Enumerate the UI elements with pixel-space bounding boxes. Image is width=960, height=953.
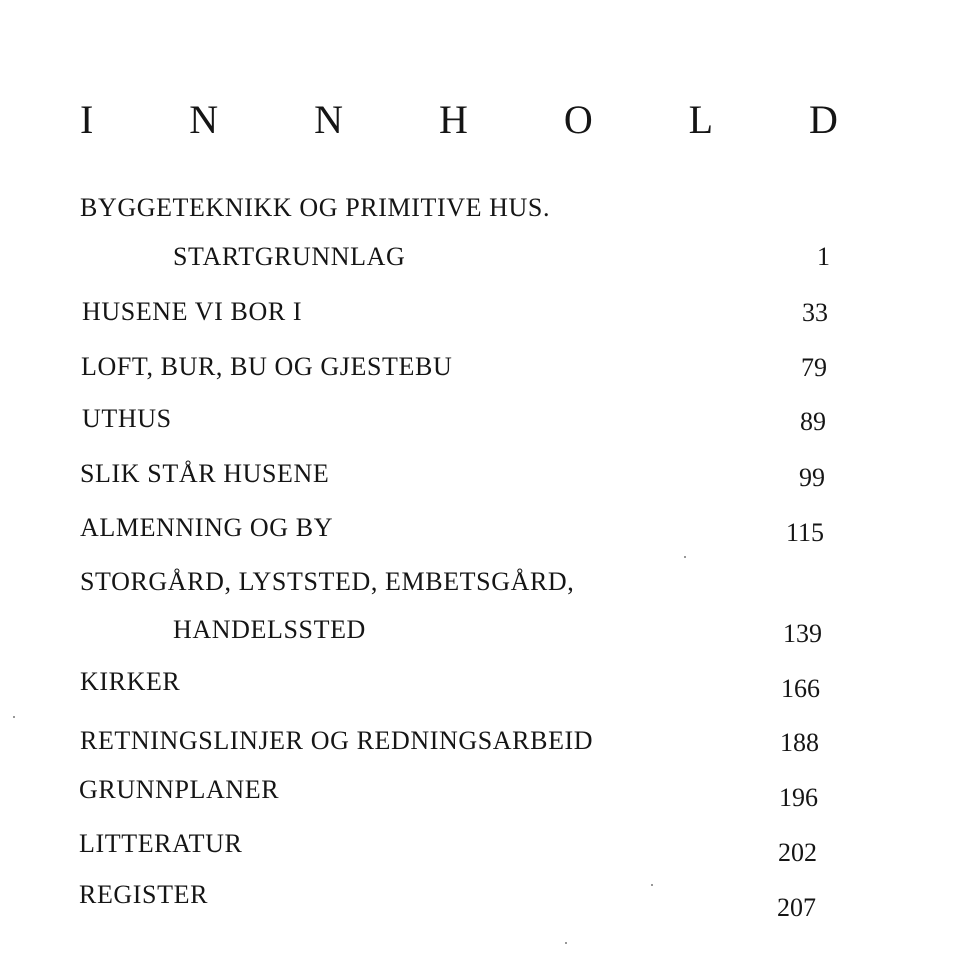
title-letter: D	[809, 97, 838, 142]
toc-entry-title: GRUNNPLANER	[79, 775, 280, 804]
toc-entry-title: LITTERATUR	[79, 829, 243, 858]
toc-entry-title-continued: HANDELSSTED	[173, 615, 366, 644]
toc-entry-title: ALMENNING OG BY	[80, 513, 334, 542]
toc-entry-page: 207	[777, 893, 816, 922]
toc-entry-page: 115	[785, 518, 824, 547]
title-letter: L	[688, 97, 714, 142]
toc-entry-page: 99	[799, 463, 825, 492]
toc-entry-title: LOFT, BUR, BU OG GJESTEBU	[81, 352, 453, 381]
toc-entry-title: HUSENE VI BOR I	[82, 297, 303, 326]
toc-entry-title: STORGÅRD, LYSTSTED, EMBETSGÅRD,	[80, 567, 575, 596]
title-letter: I	[80, 97, 94, 142]
toc-entry-page: 1	[817, 242, 830, 271]
title-letter: H	[438, 97, 468, 142]
toc-entry-title: UTHUS	[82, 404, 172, 433]
toc-entry-page: 202	[778, 838, 817, 867]
title-letter: N	[189, 97, 219, 142]
scan-speck	[651, 884, 653, 886]
toc-entry-page: 139	[783, 619, 822, 648]
scan-speck	[565, 942, 567, 944]
toc-entry-title: BYGGETEKNIKK OG PRIMITIVE HUS.	[80, 193, 551, 222]
toc-entry-title-continued: STARTGRUNNLAG	[173, 242, 406, 271]
toc-entry-title: SLIK STÅR HUSENE	[80, 459, 330, 488]
page-title	[80, 98, 838, 142]
toc-entry-page: 166	[781, 674, 820, 703]
toc-entry-title: KIRKER	[80, 667, 181, 696]
toc-entry-title: RETNINGSLINJER OG REDNINGSARBEID	[80, 726, 594, 755]
scan-speck	[13, 716, 15, 718]
toc-entry-page: 33	[802, 298, 828, 327]
toc-entry-title: REGISTER	[79, 880, 209, 909]
title-letter: O	[563, 97, 593, 142]
scan-speck	[684, 556, 686, 558]
toc-entry-page: 196	[779, 783, 818, 812]
toc-entry-page: 188	[780, 728, 819, 757]
toc-entry-page: 89	[800, 407, 826, 436]
toc-entry-page: 79	[801, 353, 827, 382]
title-letter: N	[314, 97, 344, 142]
